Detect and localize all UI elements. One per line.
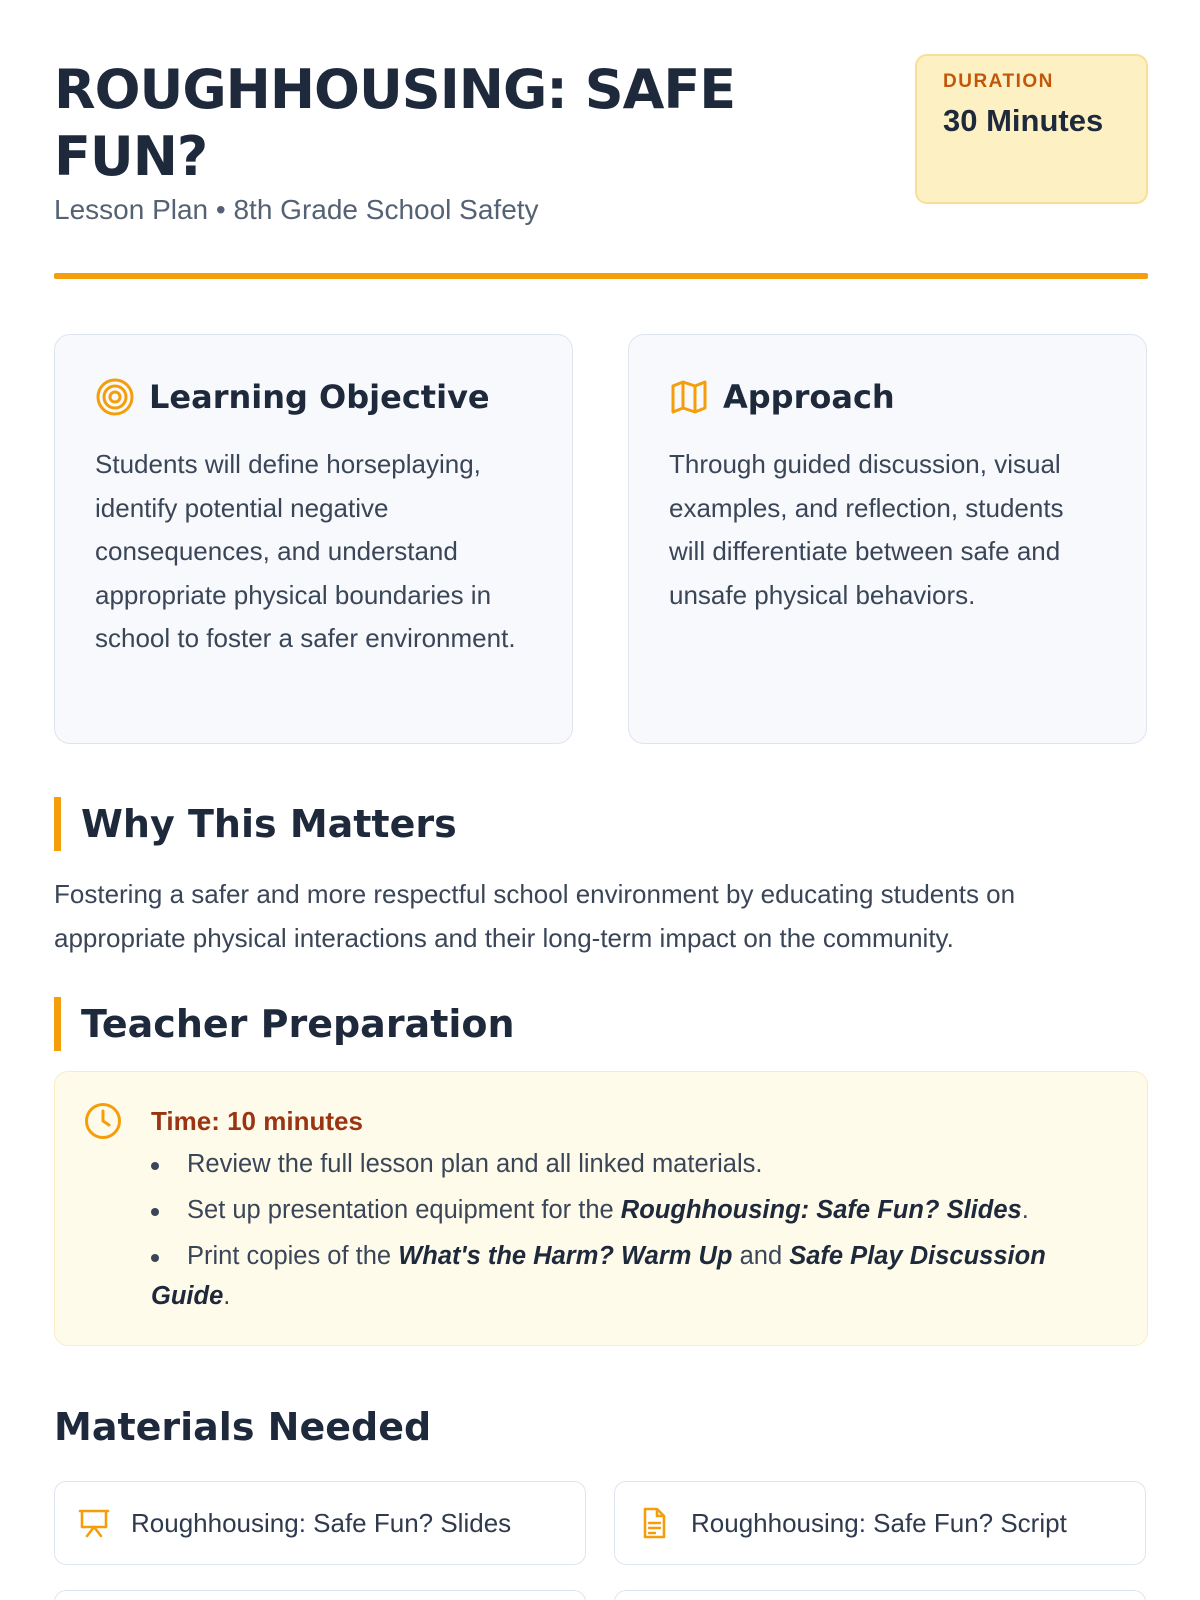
overview-cards [54, 334, 1148, 744]
presentation-icon [77, 1506, 111, 1540]
material-item-script[interactable] [614, 1481, 1146, 1565]
header-divider [54, 273, 1148, 279]
card-header [95, 375, 532, 419]
card-header [669, 375, 1106, 419]
list-item [151, 1190, 1117, 1230]
teacher-preparation-box [54, 1071, 1148, 1346]
material-label: Roughhousing: Safe Fun? Script [691, 1507, 1067, 1538]
prep-time: Time: 10 minutes [151, 1106, 363, 1136]
why-this-matters-text: Fostering a safer and more respectful school environment by educating students on appropriate physical interactions and their long-term impact on the community. [54, 879, 1016, 953]
clock-icon [83, 1101, 123, 1141]
prep-list [151, 1144, 1117, 1316]
list-item-text: and [732, 1242, 790, 1270]
why-this-matters-heading: Why This Matters [54, 797, 457, 851]
card-title: Approach [723, 378, 895, 416]
list-item-text: Set up presentation equipment for the [187, 1196, 621, 1224]
map-icon [669, 377, 709, 417]
card-body: Through guided discussion, visual examples, and reflection, students will differentiate between safe and unsafe physical behaviors. [669, 449, 1064, 610]
material-item-partial[interactable] [54, 1590, 586, 1600]
lesson-plan-page [54, 0, 1148, 1538]
materials-needed-heading: Materials Needed [54, 1405, 432, 1449]
list-item-text: . [1021, 1196, 1029, 1224]
learning-objective-card [54, 334, 573, 744]
page-header [54, 0, 1148, 288]
slides-reference: Roughhousing: Safe Fun? Slides [620, 1196, 1022, 1224]
duration-badge [915, 54, 1148, 204]
duration-value: 30 Minutes [943, 103, 1104, 138]
material-label: Roughhousing: Safe Fun? Slides [131, 1507, 512, 1538]
discussion-guide-reference: Safe Play Discussion Guide [151, 1242, 1046, 1310]
approach-card [628, 334, 1147, 744]
list-item [151, 1144, 1117, 1184]
list-item [151, 1236, 1117, 1316]
list-item-text: Print copies of the [187, 1242, 399, 1270]
list-item-text: Review the full lesson plan and all linked materials. [187, 1150, 763, 1178]
material-item-partial[interactable] [614, 1590, 1146, 1600]
target-icon [95, 377, 135, 417]
document-icon [637, 1506, 671, 1540]
duration-label: DURATION [943, 71, 1054, 92]
card-title: Learning Objective [149, 378, 490, 416]
page-title: ROUGHHOUSING: SAFE FUN? [54, 58, 736, 188]
list-item-text: . [223, 1282, 231, 1310]
page-subtitle: Lesson Plan • 8th Grade School Safety [54, 194, 539, 225]
material-item-slides[interactable] [54, 1481, 586, 1565]
card-body: Students will define horseplaying, identify potential negative consequences, and understand appropriate physical boundaries in school to foster a safer environment. [95, 449, 516, 653]
teacher-preparation-heading: Teacher Preparation [54, 997, 515, 1051]
warm-up-reference: What's the Harm? Warm Up [398, 1242, 733, 1270]
